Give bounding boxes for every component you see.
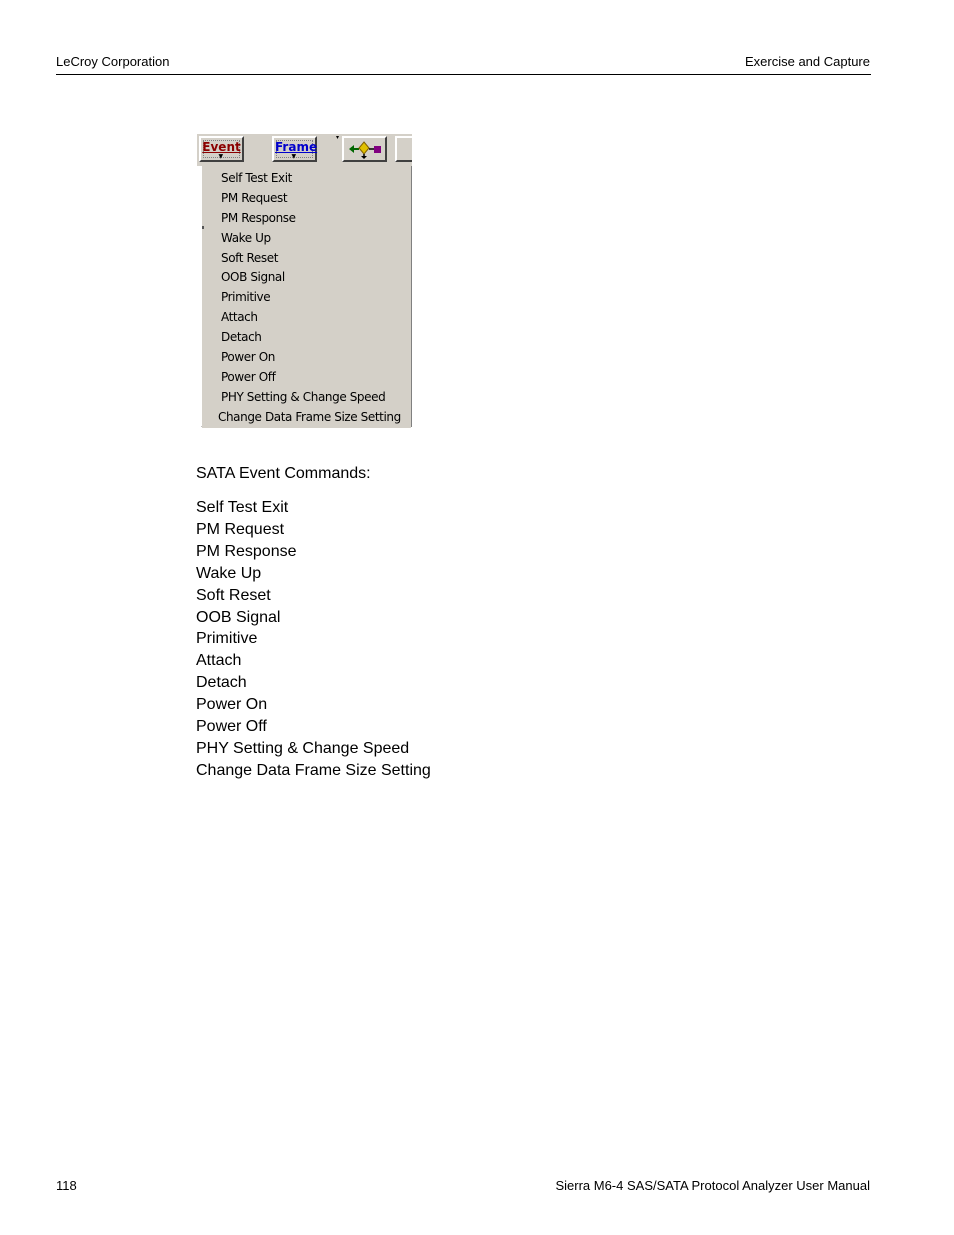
list-item: PM Response <box>196 542 297 560</box>
chevron-down-icon: ▼ <box>218 153 224 160</box>
list-item: PM Request <box>196 520 285 538</box>
command-list <box>196 497 431 782</box>
header-left: LeCroy Corporation <box>56 54 170 69</box>
menu-item-phy-setting[interactable]: PHY Setting & Change Speed <box>221 389 386 404</box>
frame-button-label: Frame <box>275 140 318 154</box>
menu-item-pm-request[interactable]: PM Request <box>221 190 288 205</box>
menu-item-self-test-exit[interactable]: Self Test Exit <box>221 171 292 185</box>
page-number: 118 <box>56 1178 77 1193</box>
list-item: Detach <box>196 674 247 692</box>
list-item: Power Off <box>196 718 267 736</box>
more-button[interactable] <box>395 136 412 162</box>
flow-button[interactable] <box>342 136 387 162</box>
menu-item-soft-reset[interactable]: Soft Reset <box>221 250 279 265</box>
toolbar <box>197 134 412 166</box>
menu-item-pm-response[interactable]: PM Response <box>221 210 296 225</box>
flow-arrows-icon <box>344 138 385 160</box>
menu-item-attach[interactable]: Attach <box>221 310 258 325</box>
list-item: Change Data Frame Size Setting <box>196 761 431 779</box>
menu-item-detach[interactable]: Detach <box>221 330 262 345</box>
list-item: Attach <box>196 652 242 670</box>
event-button-label: Event <box>202 140 241 154</box>
menu-item-oob-signal[interactable]: OOB Signal <box>221 270 285 285</box>
list-item: Power On <box>196 696 268 714</box>
list-item: Wake Up <box>196 564 262 582</box>
list-item: Primitive <box>196 630 258 648</box>
list-item: Self Test Exit <box>196 499 289 516</box>
list-item: OOB Signal <box>196 608 281 626</box>
menu-item-wake-up[interactable]: Wake Up <box>221 230 271 245</box>
list-item: Soft Reset <box>196 586 271 604</box>
event-button[interactable] <box>199 136 244 162</box>
manual-title: Sierra M6-4 SAS/SATA Protocol Analyzer User Manual <box>555 1178 870 1193</box>
menu-item-power-off[interactable]: Power Off <box>221 369 276 384</box>
small-dropdown-icon: ▾ <box>336 135 340 141</box>
frame-button[interactable] <box>272 136 317 162</box>
event-dropdown-menu <box>201 166 412 427</box>
section-title: SATA Event Commands: <box>196 465 371 482</box>
header-right: Exercise and Capture <box>744 54 870 69</box>
list-item: PHY Setting & Change Speed <box>196 739 410 757</box>
event-menu-screenshot <box>197 134 412 427</box>
menu-item-primitive[interactable]: Primitive <box>221 290 271 305</box>
menu-list <box>202 169 411 428</box>
chevron-down-icon: ▼ <box>291 153 297 160</box>
menu-item-change-data-frame-size[interactable]: Change Data Frame Size Setting <box>202 408 411 428</box>
header-rule <box>56 74 871 75</box>
menu-item-power-on[interactable]: Power On <box>221 350 275 365</box>
